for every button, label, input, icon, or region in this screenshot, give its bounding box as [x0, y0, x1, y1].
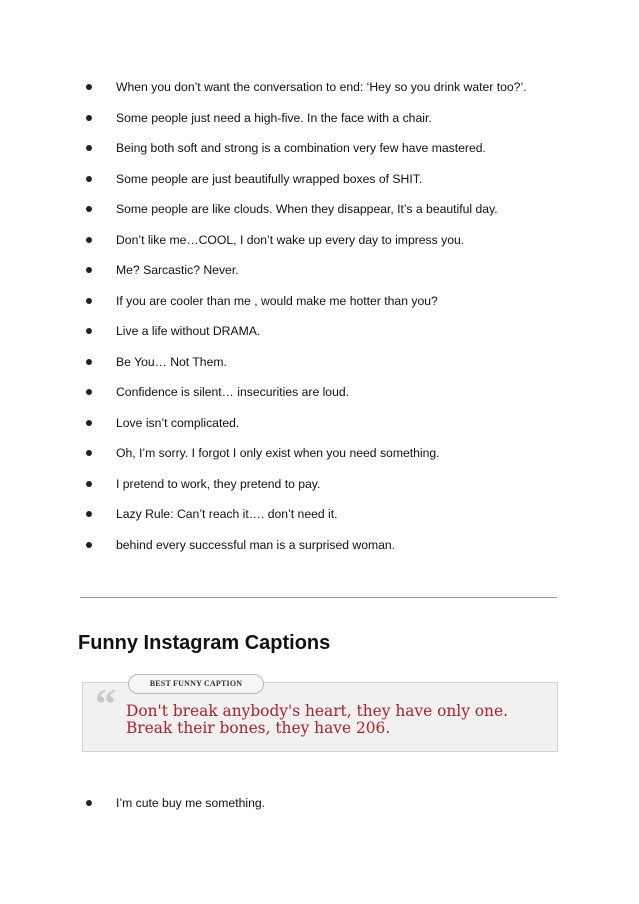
bullet-icon: [86, 359, 92, 365]
caption-text: Being both soft and strong is a combination very few have mastered.: [116, 141, 486, 155]
list-item: [82, 445, 582, 476]
list-item: [82, 476, 582, 507]
quote-line-2: Break their bones, they have 206.: [126, 719, 391, 737]
caption-text: Love isn’t complicated.: [116, 415, 240, 430]
bullet-icon: [86, 481, 92, 487]
horizontal-divider: [80, 597, 557, 598]
list-item: [82, 232, 582, 263]
bullet-icon: [86, 450, 92, 456]
list-item: [82, 415, 582, 446]
bullet-icon: [86, 145, 92, 151]
caption-text: Confidence is silent… insecurities are loud.: [116, 385, 350, 399]
caption-text: Don’t like me…COOL, I don’t wake up every day to impress you.: [116, 232, 465, 247]
caption-text: Some people are like clouds. When they disappear, It’s a beautiful day.: [116, 202, 498, 216]
bullet-icon: [86, 328, 92, 334]
list-item: [82, 323, 582, 354]
section-heading: Funny Instagram Captions: [78, 632, 331, 654]
list-item: [82, 140, 582, 171]
bullet-icon: [86, 420, 92, 426]
caption-list-2: [82, 795, 582, 815]
caption-text: Some people just need a high-five. In the face with a chair.: [116, 110, 432, 125]
bullet-icon: [86, 542, 92, 548]
list-item: [82, 110, 582, 141]
caption-text: I pretend to work, they pretend to pay.: [116, 476, 321, 491]
list-item: [82, 79, 582, 110]
list-item: [82, 384, 582, 415]
bullet-icon: [86, 176, 92, 182]
caption-text: Be You… Not Them.: [116, 354, 227, 369]
bullet-icon: [86, 389, 92, 395]
list-item: [82, 795, 582, 815]
quote-tag-label: BEST FUNNY CAPTION: [128, 674, 264, 694]
caption-text: Live a life without DRAMA.: [116, 324, 261, 338]
bullet-icon: [86, 800, 92, 806]
caption-text: Oh, I’m sorry. I forgot I only exist when you need something.: [116, 446, 440, 460]
bullet-icon: [86, 115, 92, 121]
list-item: [82, 354, 582, 385]
caption-text: When you don’t want the conversation to end: ‘Hey so you drink water too?’.: [116, 80, 527, 94]
bullet-icon: [86, 298, 92, 304]
bullet-icon: [86, 84, 92, 90]
bullet-icon: [86, 237, 92, 243]
caption-text: Lazy Rule: Can’t reach it…. don’t need it.: [116, 507, 338, 521]
quote-line-1: Don't break anybody's heart, they have only one.: [126, 702, 508, 720]
list-item: [82, 171, 582, 202]
caption-text: Me? Sarcastic? Never.: [116, 263, 239, 277]
bullet-icon: [86, 267, 92, 273]
caption-text: behind every successful man is a surprised woman.: [116, 537, 396, 552]
bullet-icon: [86, 206, 92, 212]
bullet-icon: [86, 511, 92, 517]
caption-text: I’m cute buy me something.: [116, 796, 266, 810]
caption-text: If you are cooler than me , would make me hotter than you?: [116, 293, 438, 308]
list-item: [82, 262, 582, 293]
list-item: [82, 293, 582, 324]
caption-text: Some people are just beautifully wrapped boxes of SHIT.: [116, 171, 423, 186]
list-item: [82, 201, 582, 232]
list-item: [82, 537, 582, 568]
quote-mark-icon: “: [95, 682, 116, 728]
list-item: [82, 506, 582, 537]
caption-list: [82, 79, 582, 567]
quote-text: [126, 703, 546, 737]
